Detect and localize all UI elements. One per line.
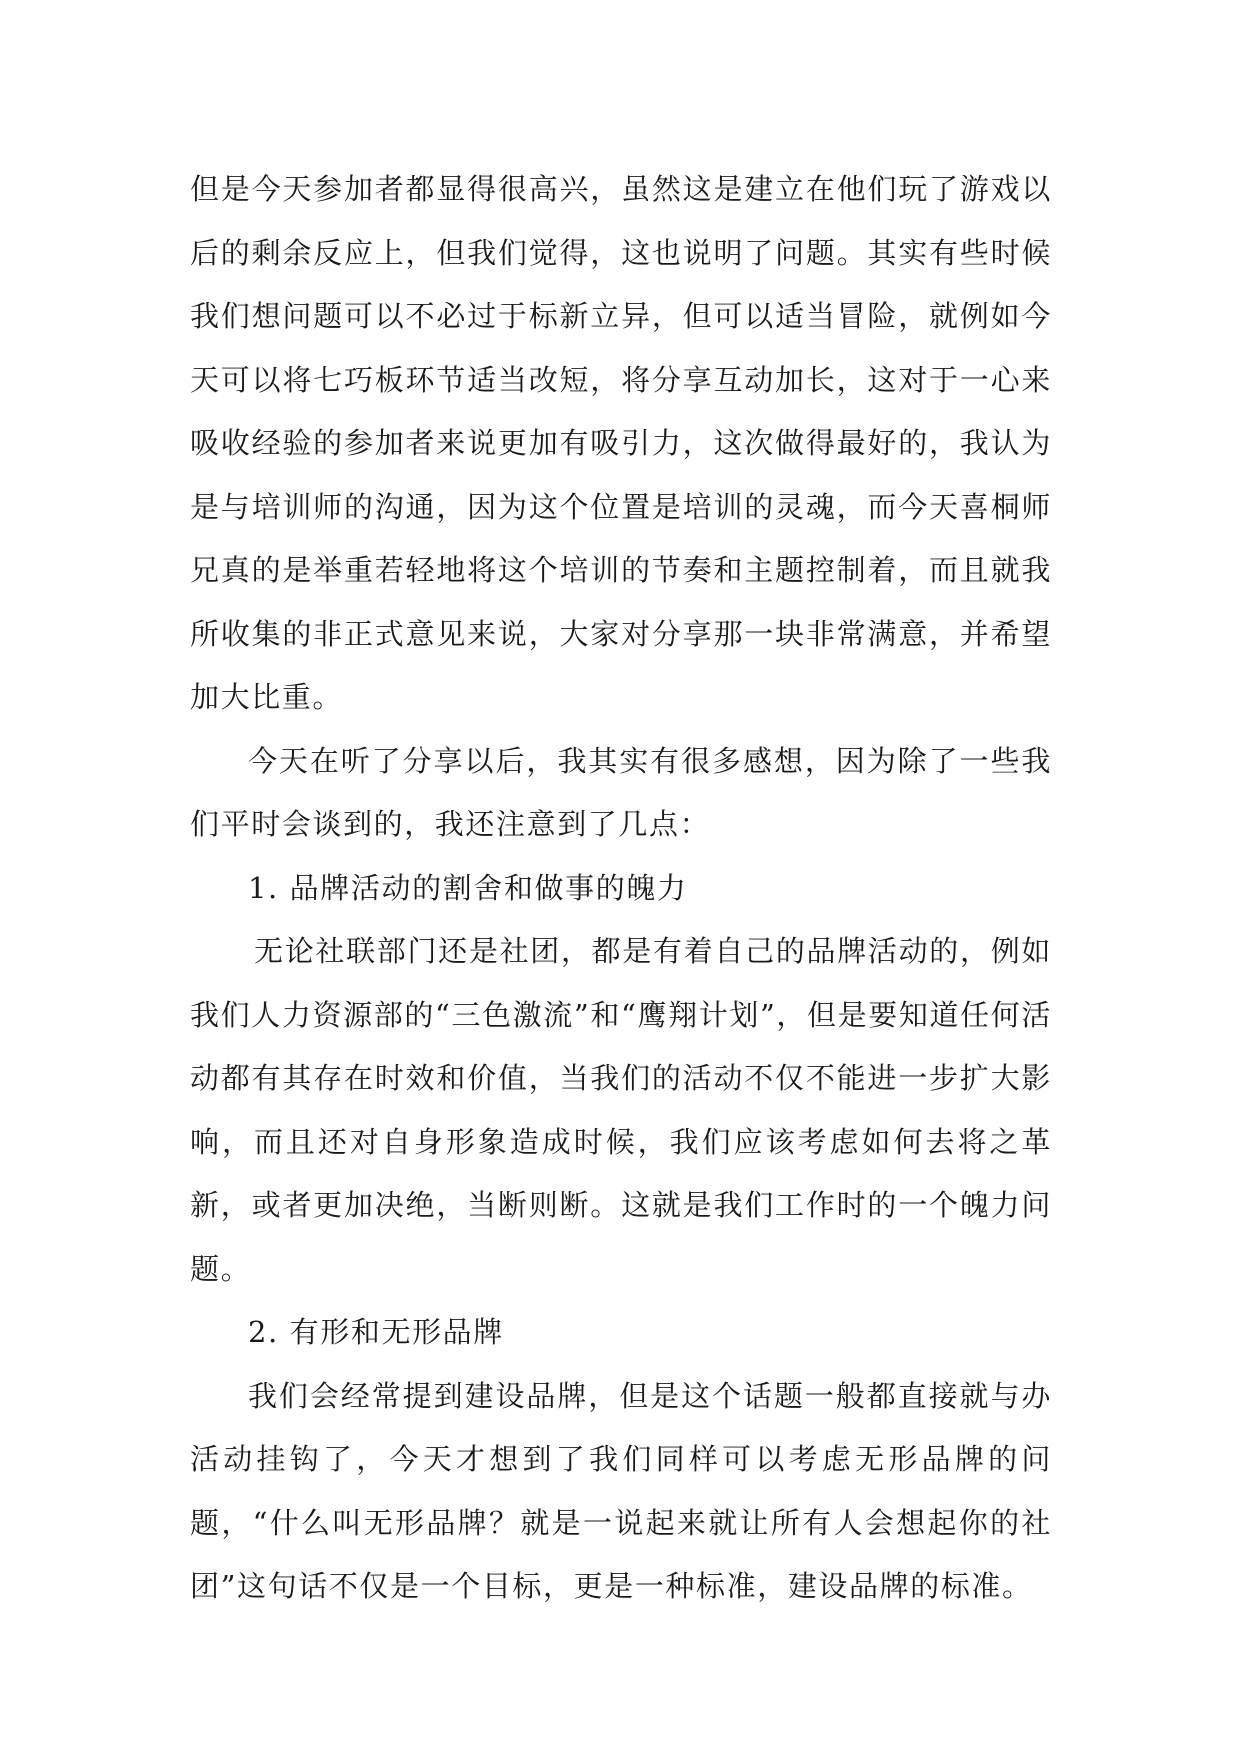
body-paragraph: 但是今天参加者都显得很高兴，虽然这是建立在他们玩了游戏以后的剩余反应上，但我们觉得，这也说明了问题。其实有些时候我们想问题可以不必过于标新立异，但可以适当冒险，就例如今天可以将七巧板环节适当改短，将分享互动加长，这对于一心来吸收经验的参加者来说更加有吸引力，这次做得最好的，我认为是与培训师的沟通，因为这个位置是培训的灵魂，而今天喜桐师兄真的是举重若轻地将这个培训的节奏和主题控制着，而且就我所收集的非正式意见来说，大家对分享那一块非常满意，并希望加大比重。 — [190, 172, 1052, 714]
section-heading: 1. 品牌活动的割舍和做事的魄力 — [248, 870, 688, 905]
body-paragraph: 今天在听了分享以后，我其实有很多感想，因为除了一些我们平时会谈到的，我还注意到了几点： — [190, 743, 1052, 841]
body-paragraph: 我们会经常提到建设品牌，但是这个话题一般都直接就与办活动挂钩了，今天才想到了我们同样可以考虑无形品牌的问题，“什么叫无形品牌？就是一说起来就让所有人会想起你的社团”这句话不仅是一个目标，更是一种标准，建设品牌的标准。 — [190, 1378, 1052, 1603]
section-heading: 2. 有形和无形品牌 — [248, 1315, 504, 1349]
body-paragraph: 无论社联部门还是社团，都是有着自己的品牌活动的，例如我们人力资源部的“三色激流”和“鹰翔计划”，但是要知道任何活动都有其存在时效和价值，当我们的活动不仅不能进一步扩大影响，而且还对自身形象造成时候，我们应该考虑如何去将之革新，或者更加决绝，当断则断。这就是我们工作时的一个魄力问题。 — [190, 934, 1052, 1286]
document-body — [190, 158, 1052, 1619]
